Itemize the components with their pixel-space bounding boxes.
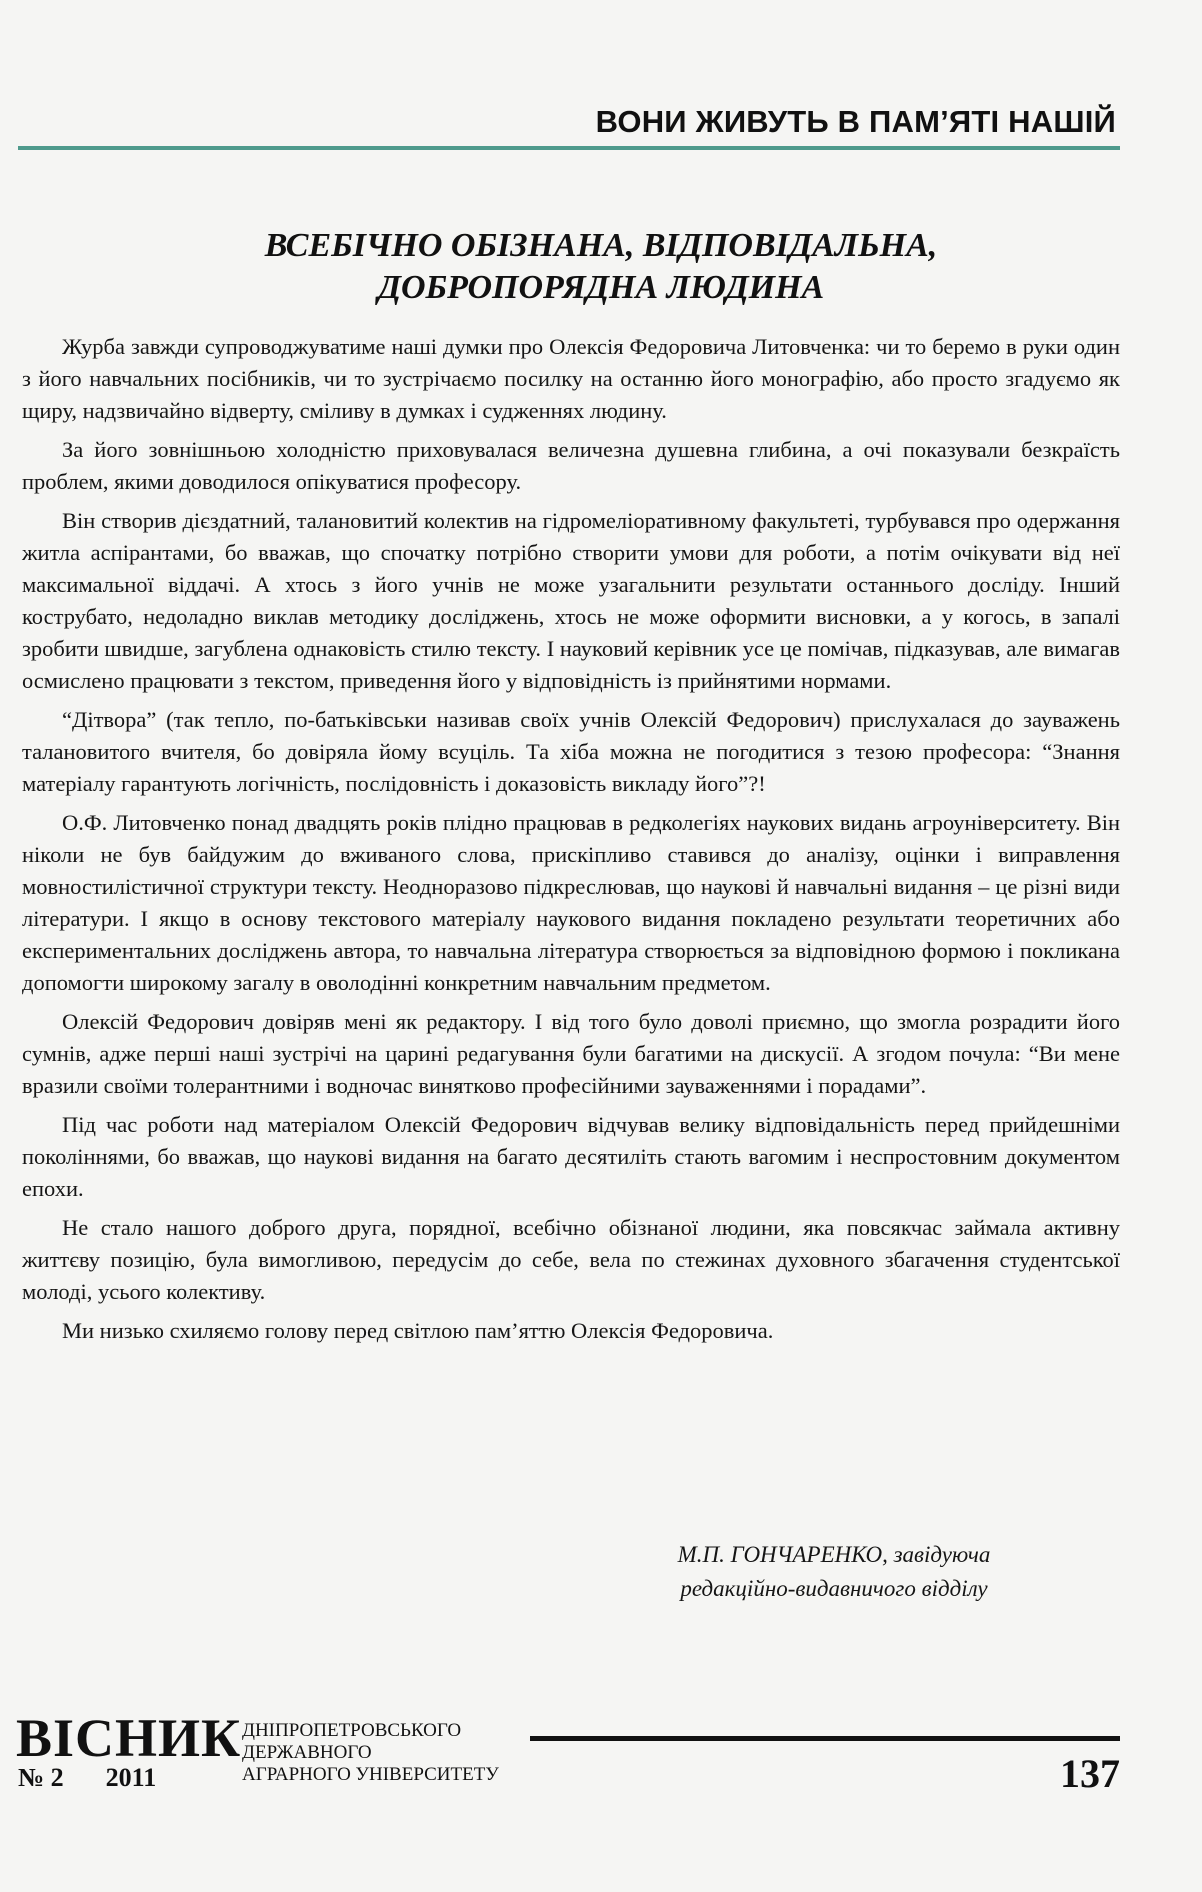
issue-year: 2011 [105, 1763, 157, 1792]
page-number: 137 [1060, 1751, 1120, 1796]
paragraph: За його зовнішньою холодністю приховувалася величезна душевна глибина, а очі показували безкраїсть проблем, якими доводилося опікуватися професору. [22, 437, 1120, 494]
institution-line2: ДЕРЖАВНОГО [242, 1742, 372, 1763]
paragraph: О.Ф. Литовченко понад двадцять років плідно працював в редколегіях наукових видань агроуніверситету. Він ніколи не був байдужим до вживаного слова, прискіпливо ставився до аналізу, оцінки і виправлення мовностилістичної структури тексту. Неодноразово підкреслював, що наукові й навчальні видання – це різні види літератури. І якщо в основу текстового матеріалу наукового видання покладено результати теоретичних або експериментальних досліджень автора, то навчальна література створюється за відповідною формою і покликана допомогти широкому загалу в оволодінні конкретним навчальним предметом. [22, 810, 1120, 995]
article-body [22, 331, 1120, 1354]
author-position-line: редакційно-видавничого відділу [680, 1576, 988, 1601]
institution-line3: АГРАРНОГО УНІВЕРСИТЕТУ [242, 1764, 499, 1785]
author-signature [584, 1538, 1084, 1606]
journal-logo: ВІСНИК [16, 1708, 242, 1768]
header-rule [18, 146, 1120, 150]
paragraph: Журба завжди супроводжуватиме наші думки про Олексія Федоровича Литовченка: чи то беремо в руки один з його навчальних посібників, чи то зустрічаємо посилку на останню його монографію, або просто згадуємо як щиру, надзвичайно відверту, сміливу в думках і судженнях людину. [22, 334, 1120, 423]
issue-info [18, 1764, 156, 1792]
author-name-line: М.П. ГОНЧАРЕНКО, завідуюча [677, 1542, 991, 1567]
article-title-line2: ДОБРОПОРЯДНА ЛЮДИНА [377, 269, 825, 306]
paragraph: Олексій Федорович довіряв мені як редактору. І від того було доволі приємно, що змогла розрадити його сумнів, адже перші наші зустрічі на царині редагування були багатими на дискусії. А згодом почула: “Ви мене вразили своїми толерантними і водночас винятково професійними зауваженнями і порадами”. [22, 1009, 1120, 1098]
paragraph: Під час роботи над матеріалом Олексій Федорович відчував велику відповідальність перед прийдешніми поколіннями, бо вважав, що наукові видання на багато десятиліть стають вагомим і неспростовним документом епохи. [22, 1112, 1120, 1201]
page-footer [10, 1708, 1120, 1796]
footer-rule [530, 1736, 1120, 1741]
article-title [0, 225, 1202, 309]
paragraph: Він створив дієздатний, талановитий колектив на гідромеліоративному факультеті, турбувався про одержання житла аспірантами, бо вважав, що спочатку потрібно створити умови для роботи, а потім очікувати від неї максимальної віддачі. А хтось з його учнів не може узагальнити результати останнього досліду. Інший кострубато, недоладно виклав методику досліджень, хтось не може оформити висновки, а у когось, в запалі зробити швидше, загублена однаковість стилю тексту. І науковий керівник усе це помічав, підказував, але вимагав осмислено працювати з текстом, приведення його у відповідність із прийнятими нормами. [22, 508, 1120, 693]
paragraph: “Дітвора” (так тепло, по-батьківськи називав своїх учнів Олексій Федорович) прислухалася до зауважень талановитого вчителя, бо довіряла йому всуціль. Та хіба можна не погодитися з тезою професора: “Знання матеріалу гарантують логічність, послідовність і доказовість викладу його”?! [22, 707, 1120, 796]
institution-name [242, 1720, 499, 1786]
running-header: ВОНИ ЖИВУТЬ В ПАМ’ЯТІ НАШІЙ [595, 104, 1116, 139]
paragraph: Ми низько схиляємо голову перед світлою пам’яттю Олексія Федоровича. [62, 1318, 774, 1343]
article-title-line1: ВСЕБІЧНО ОБІЗНАНА, ВІДПОВІДАЛЬНА, [264, 227, 938, 264]
issue-number: № 2 [18, 1763, 64, 1792]
institution-line1: ДНІПРОПЕТРОВСЬКОГО [242, 1720, 462, 1741]
paragraph: Не стало нашого доброго друга, порядної, всебічно обізнаної людини, яка повсякчас займала активну життєву позицію, була вимогливою, передусім до себе, вела по стежинах духовного збагачення студентської молоді, усього колективу. [22, 1215, 1120, 1304]
